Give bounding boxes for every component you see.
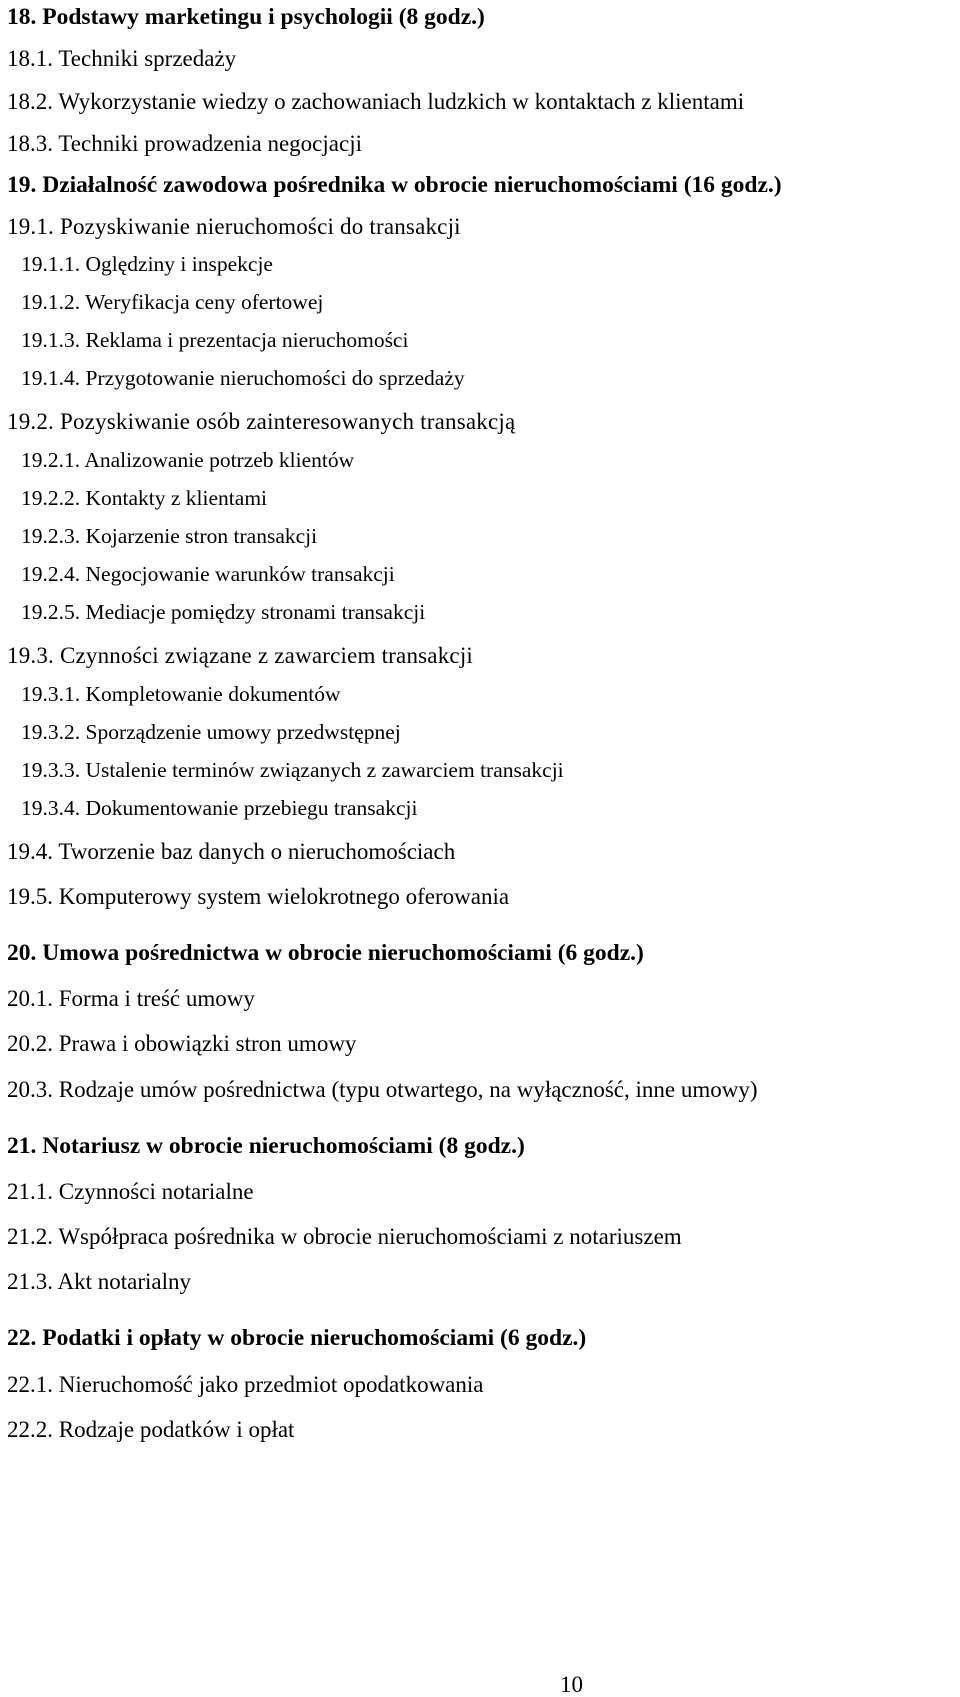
item-19-2-4: 19.2.4. Negocjowanie warunków transakcji <box>21 562 395 586</box>
item-19-2-3: 19.2.3. Kojarzenie stron transakcji <box>21 524 318 548</box>
item-19-1-2: 19.1.2. Weryfikacja ceny ofertowej <box>21 290 324 314</box>
subsection-19-2: 19.2. Pozyskiwanie osób zainteresowanych transakcją <box>7 409 516 434</box>
item-19-2-2: 19.2.2. Kontakty z klientami <box>21 486 268 510</box>
subsection-19-5: 19.5. Komputerowy system wielokrotnego oferowania <box>7 884 510 909</box>
item-19-3-2: 19.3.2. Sporządzenie umowy przedwstępnej <box>21 720 401 744</box>
item-19-1-4: 19.1.4. Przygotowanie nieruchomości do sprzedaży <box>21 366 465 390</box>
subsection-18-3: 18.3. Techniki prowadzenia negocjacji <box>7 131 362 156</box>
page-number: 10 <box>560 1672 583 1697</box>
section-heading-18: 18. Podstawy marketingu i psychologii (8 godz.) <box>7 4 485 30</box>
item-19-1-1: 19.1.1. Oględziny i inspekcje <box>21 252 273 276</box>
item-19-2-1: 19.2.1. Analizowanie potrzeb klientów <box>21 448 355 472</box>
section-heading-21: 21. Notariusz w obrocie nieruchomościami (8 godz.) <box>7 1133 525 1159</box>
subsection-21-1: 21.1. Czynności notarialne <box>7 1179 254 1204</box>
subsection-19-1: 19.1. Pozyskiwanie nieruchomości do transakcji <box>7 214 461 239</box>
subsection-19-4: 19.4. Tworzenie baz danych o nieruchomościach <box>7 839 456 864</box>
section-heading-22: 22. Podatki i opłaty w obrocie nieruchomościami (6 godz.) <box>7 1325 587 1351</box>
subsection-20-2: 20.2. Prawa i obowiązki stron umowy <box>7 1031 357 1056</box>
subsection-18-2: 18.2. Wykorzystanie wiedzy o zachowaniach ludzkich w kontaktach z klientami <box>7 89 745 114</box>
subsection-20-1: 20.1. Forma i treść umowy <box>7 986 255 1011</box>
subsection-18-1: 18.1. Techniki sprzedaży <box>7 46 237 71</box>
item-19-2-5: 19.2.5. Mediacje pomiędzy stronami transakcji <box>21 600 426 624</box>
subsection-20-3: 20.3. Rodzaje umów pośrednictwa (typu otwartego, na wyłączność, inne umowy) <box>7 1077 758 1102</box>
subsection-22-2: 22.2. Rodzaje podatków i opłat <box>7 1417 295 1442</box>
subsection-22-1: 22.1. Nieruchomość jako przedmiot opodatkowania <box>7 1372 484 1397</box>
section-heading-20: 20. Umowa pośrednictwa w obrocie nieruchomościami (6 godz.) <box>7 940 644 966</box>
subsection-19-3: 19.3. Czynności związane z zawarciem transakcji <box>7 643 473 668</box>
item-19-3-4: 19.3.4. Dokumentowanie przebiegu transakcji <box>21 796 418 820</box>
item-19-1-3: 19.1.3. Reklama i prezentacja nieruchomości <box>21 328 409 352</box>
section-heading-19: 19. Działalność zawodowa pośrednika w obrocie nieruchomościami (16 godz.) <box>7 172 782 198</box>
item-19-3-1: 19.3.1. Kompletowanie dokumentów <box>21 682 341 706</box>
subsection-21-2: 21.2. Współpraca pośrednika w obrocie nieruchomościami z notariuszem <box>7 1224 682 1249</box>
subsection-21-3: 21.3. Akt notarialny <box>7 1269 191 1294</box>
item-19-3-3: 19.3.3. Ustalenie terminów związanych z zawarciem transakcji <box>21 758 564 782</box>
